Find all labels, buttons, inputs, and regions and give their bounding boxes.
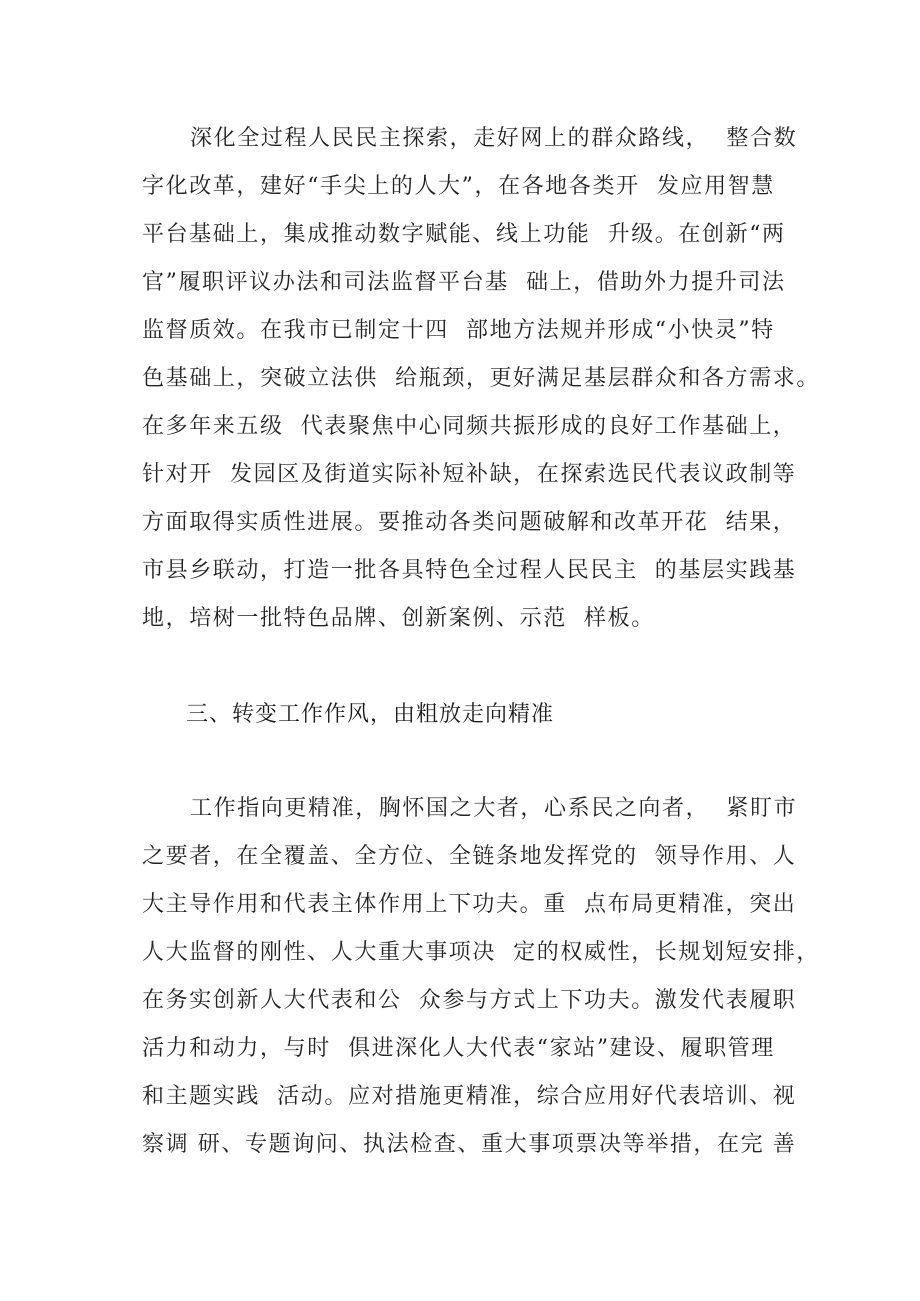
paragraph-line: 活力和动力，与时 俱进深化人大代表“家站”建设、履职管理 [142,1036,775,1061]
paragraph-line: 察调 研、专题询问、执法检查、重大事项票决等举措，在完 善 [142,1132,797,1157]
paragraph-line: 工作指向更精准，胸怀国之大者，心系民之向者， 紧盯市 [190,796,798,821]
paragraph-line: 字化改革，建好“手尖上的人大”，在各地各类开 发应用智慧 [142,174,775,199]
paragraph-line: 官”履职评议办法和司法监督平台基 础上，借助外力提升司法 [142,270,786,295]
paragraph-line: 地，培树一批特色品牌、创新案例、示范 样板。 [142,606,655,631]
paragraph-line: 平台基础上，集成推动数字赋能、线上功能 升级。在创新“两 [142,222,786,247]
paragraph-line: 深化全过程人民民主探索，走好网上的群众路线， 整合数 [190,126,798,151]
section-heading: 三、转变工作作风，由粗放走向精准 [186,702,555,727]
paragraph-line: 针对开 发园区及街道实际补短补缺，在探索选民代表议政制等 [142,462,797,487]
paragraph-line: 在务实创新人大代表和公 众参与方式上下功夫。激发代表履职 [142,988,797,1013]
paragraph-line: 市县乡联动，打造一批各具特色全过程人民民主 的基层实践基 [142,558,797,583]
paragraph-line: 人大监督的刚性、人大重大事项决 定的权威性，长规划短安排， [142,940,820,965]
paragraph-line: 之要者，在全覆盖、全方位、全链条地发挥党的 领导作用、人 [142,844,797,869]
paragraph-line: 在多年来五级 代表聚焦中心同频共振形成的良好工作基础上， [142,414,797,439]
paragraph-line: 方面取得实质性进展。要推动各类问题破解和改革开花 结果， [142,510,797,535]
paragraph-line: 色基础上，突破立法供 给瓶颈，更好满足基层群众和各方需求。 [142,366,820,391]
paragraph-line: 和主题实践 活动。应对措施更精准，综合应用好代表培训、视 [142,1084,797,1109]
paragraph-line: 监督质效。在我市已制定十四 部地方法规并形成“小快灵”特 [142,318,775,343]
paragraph-line: 大主导作用和代表主体作用上下功夫。重 点布局更精准，突出 [142,892,797,917]
